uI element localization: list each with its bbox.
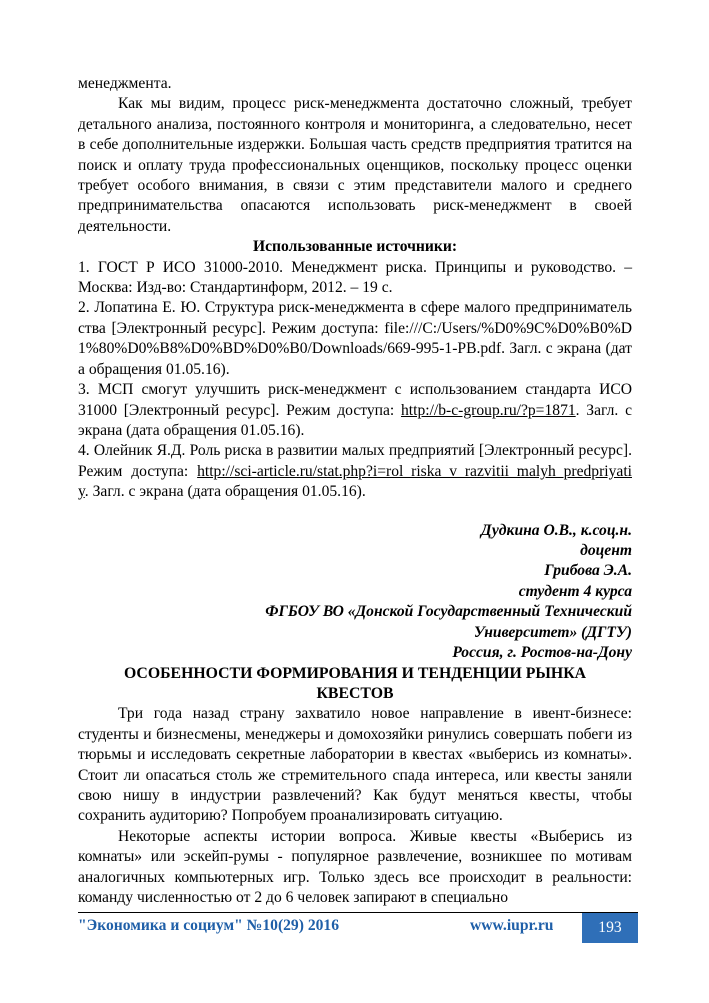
- article-paragraph-2: Некоторые аспекты истории вопроса. Живые квесты «Выберись из комнаты» или эскейп-румы - популярное развлечение, возникшее по мотивам аналогичных компьютерных игр. Только здесь все происходит в реальности: команду численностью от 2 до 6 человек запирают в специально: [78, 827, 632, 907]
- article-title-line-2: КВЕСТОВ: [316, 685, 394, 703]
- source-item-4-link[interactable]: http://sci-article.ru/stat.php?i=rol_riska_v_razvitii_malyh_predpriyatiy: [78, 462, 632, 501]
- intro-paragraph: Как мы видим, процесс риск-менеджмента достаточно сложный, требует детального анализа, постоянного контроля и мониторинга, а следовательно, несет в себе дополнительные издержки. Большая часть средств предприятия тратится на поиск и оплату труда профессиональных оценщиков, поскольку процесс оценки требует особого внимания, в связи с этим представители малого и среднего предпринимательства опасаются использовать риск-менеджмент в своей деятельности.: [78, 95, 632, 235]
- source-item-3-text: 3. МСП смогут улучшить риск-менеджмент с использованием стандарта ИСО 31000 [Электронный ресурс]. Режим доступа:: [78, 381, 632, 419]
- author-line: Грибова Э.А.: [544, 562, 632, 580]
- source-item-3: [78, 380, 632, 441]
- article-paragraph-1: Три года назад страну захватило новое направление в ивент-бизнесе: студенты и бизнесмены, менеджеры и домохозяйки ринулись совершать побеги из тюрьмы и исследовать секретные лаборатории в квестах «выберись из комнаты». Стоит ли опасаться столь же стремительного спада интереса, или квесты заняли свою нишу в индустрии развлечений? Как будут меняться квесты, чтобы сохранить аудиторию? Попробуем проанализировать ситуацию.: [78, 705, 632, 825]
- source-item-4-tail: . Загл. с экрана (дата обращения 01.05.16).: [84, 483, 366, 501]
- source-item-4-text: 4. Олейник Я.Д. Роль риска в развитии малых предприятий [Электронный ресурс]. Режим доступа:: [78, 442, 632, 480]
- intro-tail: менеджмента.: [78, 75, 172, 92]
- source-item-4: [78, 441, 632, 502]
- author-line: студент 4 курса: [518, 582, 632, 600]
- page-body: [78, 74, 632, 908]
- journal-title: "Экономика и социум" №10(29) 2016: [78, 917, 340, 934]
- author-line: ФГБОУ ВО «Донской Государственный Технический: [265, 603, 632, 621]
- source-item-3-link[interactable]: http://b-c-group.ru/?p=1871: [401, 401, 576, 419]
- page-number-badge: 193: [582, 913, 638, 943]
- article-title-line-1: ОСОБЕННОСТИ ФОРМИРОВАНИЯ И ТЕНДЕНЦИИ РЫНКА: [123, 665, 587, 683]
- author-line: Дудкина О.В., к.соц.н.: [480, 521, 632, 539]
- author-block: [78, 521, 632, 664]
- author-line: доцент: [580, 541, 632, 559]
- source-item-3-tail: . Загл. с экрана (дата обращения 01.05.16).: [78, 401, 632, 439]
- author-line: Россия, г. Ростов-на-Дону: [452, 643, 632, 661]
- article-title: [78, 664, 632, 704]
- page-footer: [78, 913, 638, 940]
- author-line: Университет» (ДГТУ): [473, 623, 632, 641]
- sources-heading: Использованные источники:: [252, 238, 458, 256]
- source-item-1: 1. ГОСТ Р ИСО 31000-2010. Менеджмент риска. Принципы и руководство. – Москва: Изд-во: Стандартинформ, 2012. – 19 с.: [78, 258, 632, 297]
- source-item-2: 2. Лопатина Е. Ю. Структура риск-менеджмента в сфере малого предпринимательства [Электронный ресурс]. Режим доступа: file:///C:/Users/%D0%9C%D0%B0%D1%80%D0%B8%D0%BD%D0%B0/Downloads/669-995-1-PB.pdf. Загл. с экрана (дата обращения 01.05.16).: [78, 299, 632, 378]
- journal-site-link[interactable]: www.iupr.ru: [470, 917, 554, 934]
